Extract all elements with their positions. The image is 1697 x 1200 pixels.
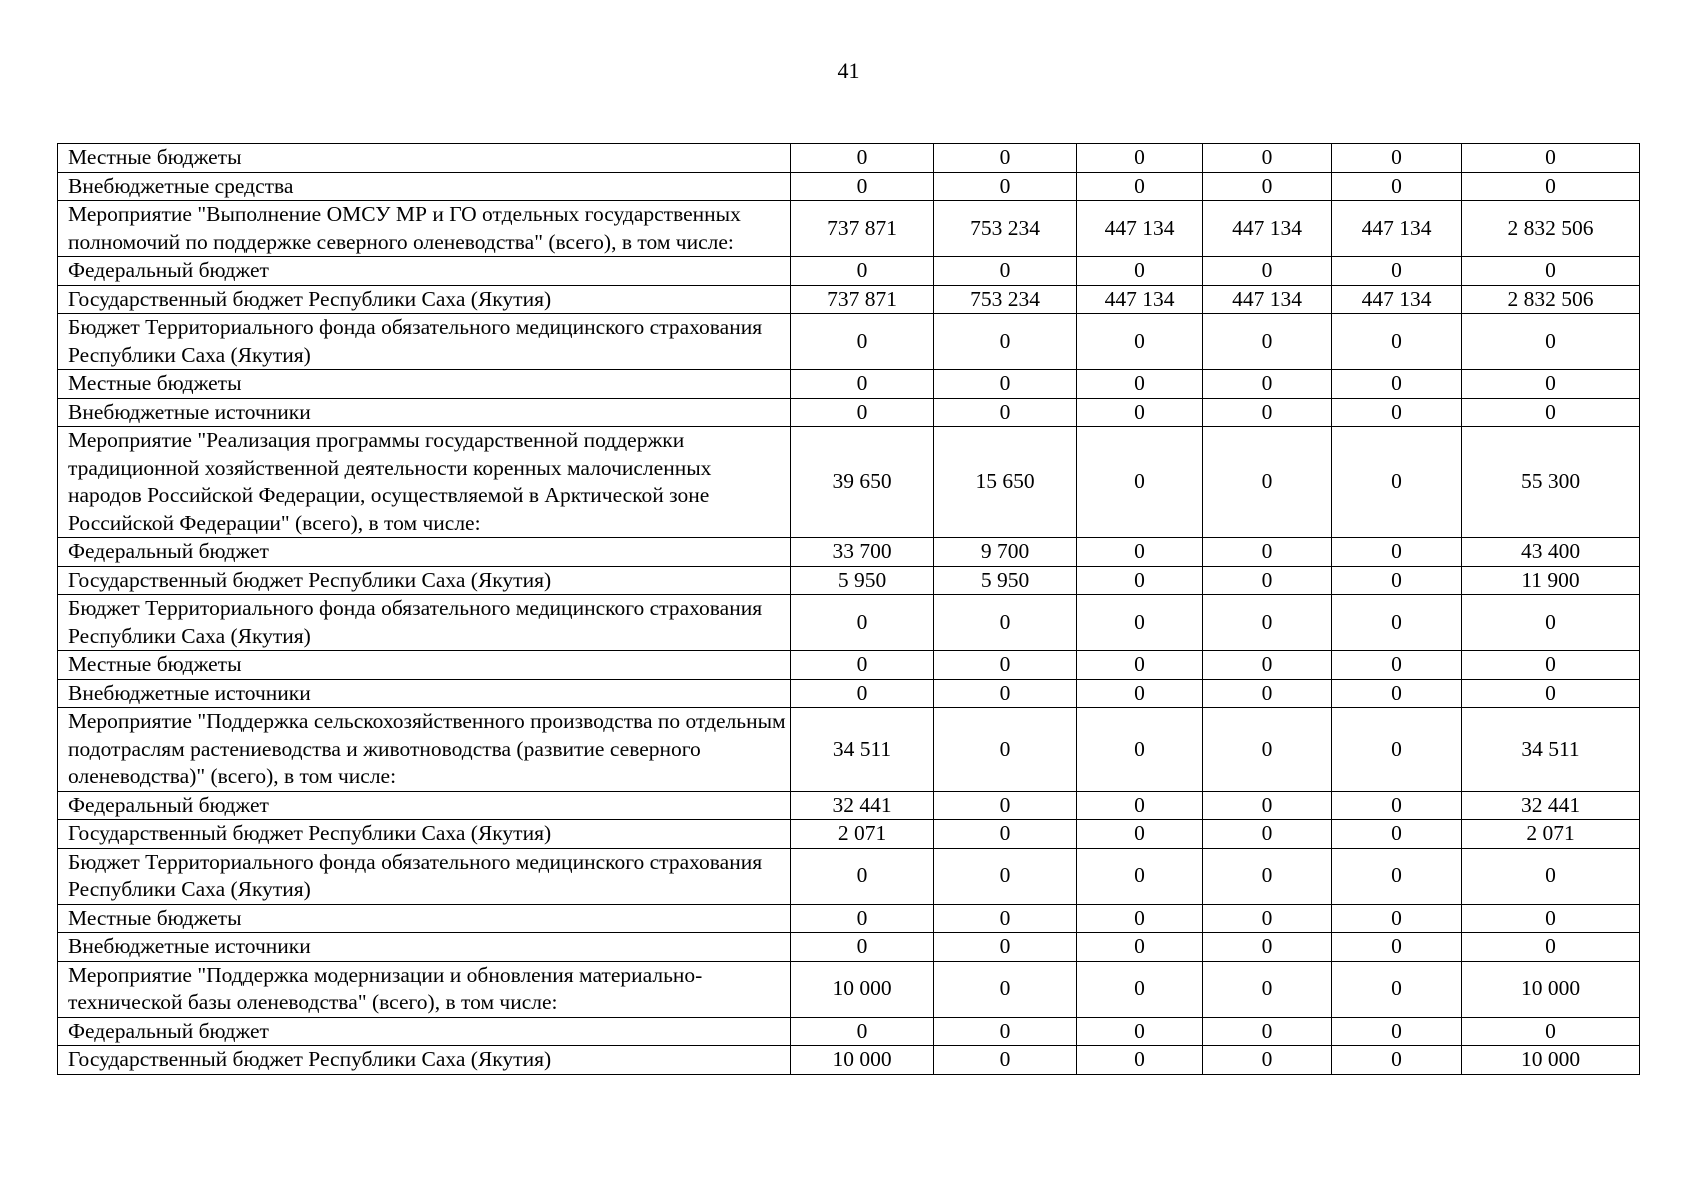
value-cell: 737 871 xyxy=(791,201,934,257)
value-cell: 0 xyxy=(934,370,1077,399)
value-cell: 0 xyxy=(1332,172,1462,201)
value-cell: 0 xyxy=(1203,1046,1332,1075)
table-row xyxy=(58,848,1640,904)
table-row xyxy=(58,566,1640,595)
table-row xyxy=(58,791,1640,820)
value-cell: 9 700 xyxy=(934,538,1077,567)
budget-table-body xyxy=(58,144,1640,1075)
table-row xyxy=(58,933,1640,962)
value-cell: 0 xyxy=(1077,820,1203,849)
value-cell: 0 xyxy=(1077,566,1203,595)
value-cell: 0 xyxy=(1332,1017,1462,1046)
value-cell: 0 xyxy=(791,848,934,904)
value-cell: 0 xyxy=(1077,257,1203,286)
value-cell: 0 xyxy=(1077,904,1203,933)
value-cell: 447 134 xyxy=(1077,285,1203,314)
value-cell: 0 xyxy=(1332,1046,1462,1075)
value-cell: 0 xyxy=(1203,427,1332,538)
value-cell: 0 xyxy=(791,679,934,708)
value-cell: 2 071 xyxy=(1462,820,1640,849)
table-row xyxy=(58,427,1640,538)
value-cell: 0 xyxy=(1332,595,1462,651)
value-cell: 2 832 506 xyxy=(1462,285,1640,314)
value-cell: 0 xyxy=(934,848,1077,904)
value-cell: 0 xyxy=(934,257,1077,286)
row-label: Федеральный бюджет xyxy=(58,791,791,820)
value-cell: 0 xyxy=(1332,904,1462,933)
value-cell: 0 xyxy=(1077,1017,1203,1046)
row-label: Государственный бюджет Республики Саха (Якутия) xyxy=(58,820,791,849)
table-row xyxy=(58,679,1640,708)
value-cell: 0 xyxy=(1462,398,1640,427)
value-cell: 0 xyxy=(791,314,934,370)
value-cell: 15 650 xyxy=(934,427,1077,538)
row-label: Бюджет Территориального фонда обязательного медицинского страхования Республики Саха (Якутия) xyxy=(58,314,791,370)
value-cell: 0 xyxy=(1203,257,1332,286)
row-label: Мероприятие "Реализация программы государственной поддержки традиционной хозяйственной деятельности коренных малочисленных народов Российской Федерации, осуществляемой в Арктической зоне Российской Федерации" (всего), в том числе: xyxy=(58,427,791,538)
value-cell: 0 xyxy=(1203,595,1332,651)
value-cell: 34 511 xyxy=(1462,708,1640,792)
value-cell: 0 xyxy=(1203,651,1332,680)
value-cell: 447 134 xyxy=(1203,285,1332,314)
table-row xyxy=(58,201,1640,257)
value-cell: 0 xyxy=(934,1046,1077,1075)
value-cell: 447 134 xyxy=(1332,285,1462,314)
page-number: 41 xyxy=(837,58,860,83)
value-cell: 0 xyxy=(1462,257,1640,286)
value-cell: 0 xyxy=(791,1017,934,1046)
value-cell: 32 441 xyxy=(791,791,934,820)
value-cell: 0 xyxy=(1077,651,1203,680)
value-cell: 0 xyxy=(1077,961,1203,1017)
value-cell: 0 xyxy=(934,791,1077,820)
value-cell: 0 xyxy=(791,933,934,962)
value-cell: 0 xyxy=(934,708,1077,792)
value-cell: 0 xyxy=(1077,679,1203,708)
table-row xyxy=(58,370,1640,399)
value-cell: 0 xyxy=(1203,398,1332,427)
row-label: Внебюджетные источники xyxy=(58,679,791,708)
value-cell: 0 xyxy=(1203,314,1332,370)
value-cell: 737 871 xyxy=(791,285,934,314)
value-cell: 0 xyxy=(791,595,934,651)
value-cell: 0 xyxy=(934,314,1077,370)
value-cell: 0 xyxy=(1462,144,1640,173)
value-cell: 0 xyxy=(1332,933,1462,962)
table-row xyxy=(58,820,1640,849)
value-cell: 0 xyxy=(1077,538,1203,567)
value-cell: 0 xyxy=(934,961,1077,1017)
value-cell: 0 xyxy=(791,144,934,173)
value-cell: 0 xyxy=(1332,820,1462,849)
value-cell: 0 xyxy=(934,679,1077,708)
value-cell: 0 xyxy=(1332,679,1462,708)
value-cell: 0 xyxy=(1077,1046,1203,1075)
table-row xyxy=(58,961,1640,1017)
value-cell: 0 xyxy=(1462,1017,1640,1046)
value-cell: 0 xyxy=(1332,144,1462,173)
value-cell: 753 234 xyxy=(934,285,1077,314)
value-cell: 0 xyxy=(1203,1017,1332,1046)
row-label: Местные бюджеты xyxy=(58,144,791,173)
value-cell: 447 134 xyxy=(1077,201,1203,257)
row-label: Бюджет Территориального фонда обязательного медицинского страхования Республики Саха (Якутия) xyxy=(58,595,791,651)
table-row xyxy=(58,398,1640,427)
table-row xyxy=(58,1046,1640,1075)
value-cell: 0 xyxy=(791,172,934,201)
row-label: Государственный бюджет Республики Саха (Якутия) xyxy=(58,1046,791,1075)
table-row xyxy=(58,651,1640,680)
value-cell: 0 xyxy=(1332,398,1462,427)
value-cell: 0 xyxy=(1203,820,1332,849)
value-cell: 0 xyxy=(934,172,1077,201)
row-label: Местные бюджеты xyxy=(58,370,791,399)
value-cell: 10 000 xyxy=(1462,961,1640,1017)
value-cell: 0 xyxy=(791,651,934,680)
value-cell: 10 000 xyxy=(791,1046,934,1075)
table-row xyxy=(58,314,1640,370)
table-row xyxy=(58,1017,1640,1046)
value-cell: 0 xyxy=(1462,904,1640,933)
table-row xyxy=(58,595,1640,651)
row-label: Государственный бюджет Республики Саха (Якутия) xyxy=(58,566,791,595)
value-cell: 5 950 xyxy=(791,566,934,595)
value-cell: 0 xyxy=(934,1017,1077,1046)
row-label: Местные бюджеты xyxy=(58,651,791,680)
value-cell: 0 xyxy=(1077,370,1203,399)
value-cell: 32 441 xyxy=(1462,791,1640,820)
value-cell: 0 xyxy=(934,904,1077,933)
table-row xyxy=(58,708,1640,792)
value-cell: 0 xyxy=(1203,708,1332,792)
value-cell: 0 xyxy=(1332,538,1462,567)
value-cell: 0 xyxy=(1077,144,1203,173)
value-cell: 0 xyxy=(1332,651,1462,680)
value-cell: 0 xyxy=(934,595,1077,651)
value-cell: 0 xyxy=(1462,651,1640,680)
value-cell: 0 xyxy=(1332,257,1462,286)
value-cell: 33 700 xyxy=(791,538,934,567)
value-cell: 43 400 xyxy=(1462,538,1640,567)
row-label: Государственный бюджет Республики Саха (Якутия) xyxy=(58,285,791,314)
table-row xyxy=(58,257,1640,286)
value-cell: 0 xyxy=(1462,172,1640,201)
value-cell: 0 xyxy=(791,398,934,427)
row-label: Федеральный бюджет xyxy=(58,1017,791,1046)
value-cell: 447 134 xyxy=(1332,201,1462,257)
value-cell: 0 xyxy=(1077,933,1203,962)
value-cell: 0 xyxy=(1332,848,1462,904)
value-cell: 0 xyxy=(934,398,1077,427)
value-cell: 5 950 xyxy=(934,566,1077,595)
value-cell: 0 xyxy=(1332,961,1462,1017)
value-cell: 0 xyxy=(1462,933,1640,962)
row-label: Мероприятие "Выполнение ОМСУ МР и ГО отдельных государственных полномочий по поддержке северного оленеводства" (всего), в том числе: xyxy=(58,201,791,257)
value-cell: 0 xyxy=(791,904,934,933)
value-cell: 0 xyxy=(1332,791,1462,820)
value-cell: 0 xyxy=(934,933,1077,962)
value-cell: 0 xyxy=(1462,679,1640,708)
value-cell: 2 071 xyxy=(791,820,934,849)
value-cell: 55 300 xyxy=(1462,427,1640,538)
value-cell: 753 234 xyxy=(934,201,1077,257)
value-cell: 0 xyxy=(791,370,934,399)
value-cell: 0 xyxy=(1077,708,1203,792)
value-cell: 0 xyxy=(1203,961,1332,1017)
table-row xyxy=(58,904,1640,933)
value-cell: 0 xyxy=(1203,791,1332,820)
value-cell: 0 xyxy=(1462,595,1640,651)
table-row xyxy=(58,285,1640,314)
value-cell: 0 xyxy=(1332,314,1462,370)
table-row xyxy=(58,538,1640,567)
row-label: Мероприятие "Поддержка сельскохозяйственного производства по отдельным подотраслям растениеводства и животноводства (развитие северного оленеводства)" (всего), в том числе: xyxy=(58,708,791,792)
row-label: Внебюджетные источники xyxy=(58,398,791,427)
value-cell: 0 xyxy=(1332,708,1462,792)
value-cell: 0 xyxy=(1203,566,1332,595)
value-cell: 0 xyxy=(1332,566,1462,595)
value-cell: 0 xyxy=(1462,848,1640,904)
value-cell: 0 xyxy=(791,257,934,286)
value-cell: 10 000 xyxy=(1462,1046,1640,1075)
value-cell: 0 xyxy=(1077,172,1203,201)
value-cell: 0 xyxy=(1077,848,1203,904)
value-cell: 0 xyxy=(1077,398,1203,427)
table-row xyxy=(58,172,1640,201)
value-cell: 0 xyxy=(1203,904,1332,933)
value-cell: 39 650 xyxy=(791,427,934,538)
budget-table xyxy=(57,143,1640,1075)
row-label: Федеральный бюджет xyxy=(58,257,791,286)
value-cell: 0 xyxy=(1462,314,1640,370)
row-label: Федеральный бюджет xyxy=(58,538,791,567)
value-cell: 447 134 xyxy=(1203,201,1332,257)
value-cell: 0 xyxy=(1077,791,1203,820)
value-cell: 0 xyxy=(1203,848,1332,904)
value-cell: 0 xyxy=(1203,172,1332,201)
value-cell: 0 xyxy=(1203,538,1332,567)
value-cell: 0 xyxy=(1203,679,1332,708)
value-cell: 0 xyxy=(1203,144,1332,173)
value-cell: 0 xyxy=(1077,314,1203,370)
value-cell: 0 xyxy=(1203,370,1332,399)
value-cell: 2 832 506 xyxy=(1462,201,1640,257)
value-cell: 10 000 xyxy=(791,961,934,1017)
row-label: Местные бюджеты xyxy=(58,904,791,933)
value-cell: 0 xyxy=(1077,427,1203,538)
value-cell: 0 xyxy=(1462,370,1640,399)
value-cell: 0 xyxy=(1077,595,1203,651)
value-cell: 0 xyxy=(1203,933,1332,962)
value-cell: 0 xyxy=(934,820,1077,849)
value-cell: 0 xyxy=(1332,427,1462,538)
value-cell: 0 xyxy=(934,144,1077,173)
table-row xyxy=(58,144,1640,173)
value-cell: 11 900 xyxy=(1462,566,1640,595)
value-cell: 0 xyxy=(1332,370,1462,399)
row-label: Внебюджетные источники xyxy=(58,933,791,962)
row-label: Внебюджетные средства xyxy=(58,172,791,201)
value-cell: 0 xyxy=(934,651,1077,680)
row-label: Мероприятие "Поддержка модернизации и обновления материально-технической базы оленеводства" (всего), в том числе: xyxy=(58,961,791,1017)
value-cell: 34 511 xyxy=(791,708,934,792)
row-label: Бюджет Территориального фонда обязательного медицинского страхования Республики Саха (Якутия) xyxy=(58,848,791,904)
